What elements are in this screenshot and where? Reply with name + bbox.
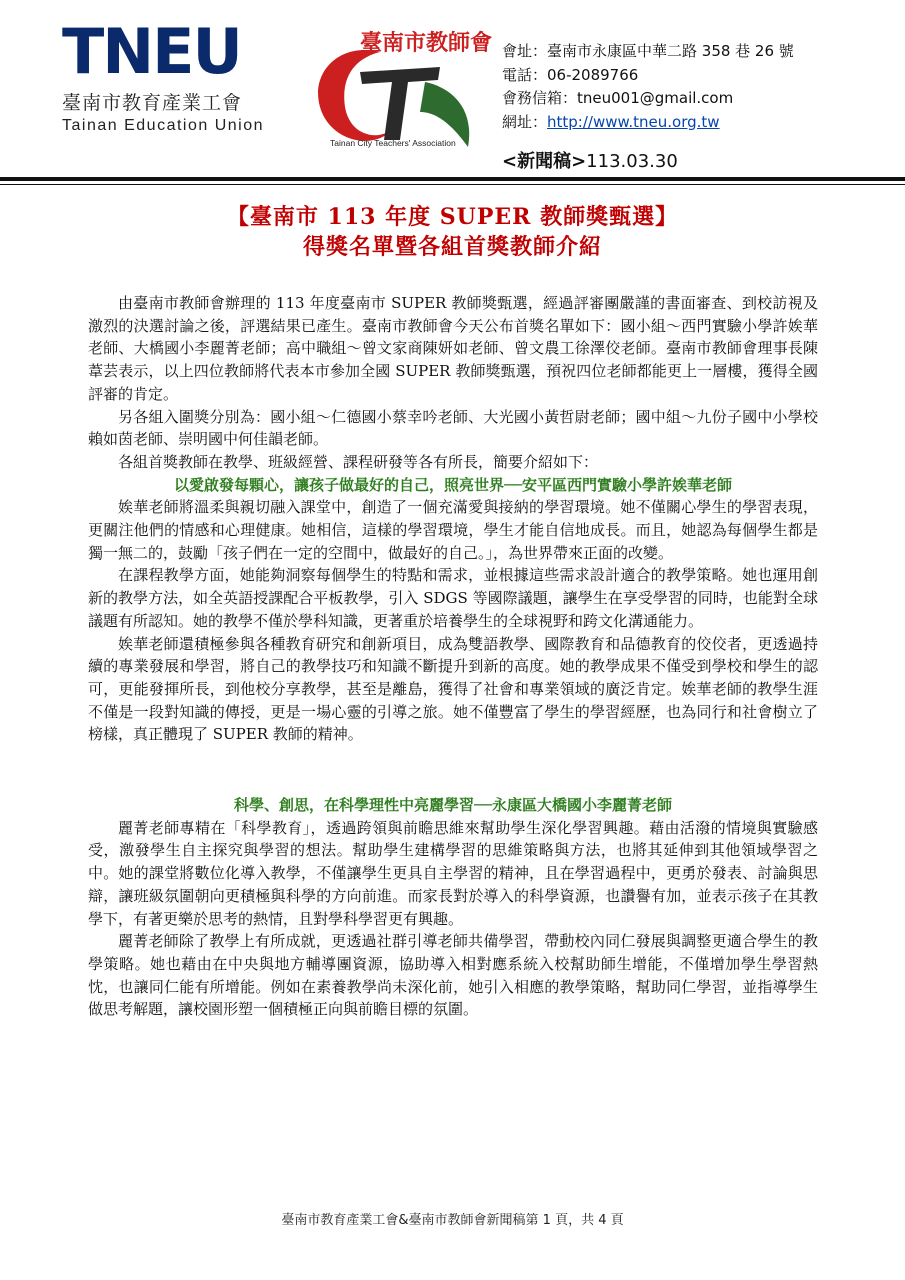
- website-label: 網址：: [502, 112, 548, 131]
- section-2-paragraph: 麗菁老師專精在「科學教育」，透過跨領與前瞻思維來幫助學生深化學習興趣。藉由活潑的情境與實驗感受，激發學生自主探究與學習的想法。幫助學生建構學習的思維策略與方法，也將其延伸到其他領域學習之中。她的課堂將數位化導入教學，不僅讓學生更具自主學習的精神，且在學習過程中，更勇於發表、討論與思辯，讓班級氛圍朝向更積極與科學的方向前進。而家長對於導入的科學資源，也讚譽有加，並表示孩子在其教學下，有著更樂於思考的熱情，且對學科學習更有興趣。: [88, 818, 818, 928]
- tneu-logo: [62, 15, 277, 135]
- assoc-logo-text: 臺南市教師會: [360, 30, 493, 56]
- title-line-2: 得獎名單暨各組首獎教師介紹: [302, 234, 602, 260]
- header-divider-thin: [0, 184, 905, 185]
- intro-paragraph: 由臺南市教師會辦理的 113 年度臺南市 SUPER 教師獎甄選，經過評審團嚴謹的書面審查、到校訪視及激烈的決選討論之後，評選結果已產生。臺南市教師會今天公布首獎名單如下：國小組～西門實驗小學許娭華老師、大橋國小李麗菁老師；高中職組～曾文家商陳妍如老師、曾文農工徐澤佼老師。臺南市教師會理事長陳葦芸表示，以上四位教師將代表本市參加全國 SUPER 教師獎甄選，預祝四位老師都能更上一層樓，獲得全國評審的肯定。: [88, 294, 818, 403]
- union-name-cn: 臺南市教育產業工會: [62, 92, 243, 114]
- section-heading-1: 以愛啟發每顆心，讓孩子做最好的自己，照亮世界──安平區西門實驗小學許娭華老師: [173, 475, 733, 494]
- section-2-paragraph: 麗菁老師除了教學上有所成就，更透過社群引導老師共備學習，帶動校內同仁發展與調整更適合學生的教學策略。她也藉由在中央與地方輔導團資源，協助導入相對應系統入校幫助師生增能，不僅增加學生學習熱忱，也讓同仁能有所增能。例如在素養教學尚未深化前，她引入相應的教學策略，幫助同仁學習，並指導學生做思考解題，讓校園形塑一個積極正向與前瞻目標的氛圍。: [88, 932, 818, 1019]
- website-line: [502, 111, 794, 135]
- tneu-logo-text: TNEU: [62, 15, 241, 88]
- section-1-paragraph: 娭華老師還積極參與各種教育研究和創新項目，成為雙語教學、國際教育和品德教育的佼佼者，更透過持續的專業發展和學習，將自己的教學技巧和知識不斷提升到新的高度。她的教學成果不僅受到學校和學生的認可，更能發揮所長，到他校分享教學，甚至是離島，獲得了社會和專業領域的廣泛肯定。娭華老師的教學生涯不僅是一段對知識的傳授，更是一場心靈的引導之旅。她不僅豐富了學生的學習經歷，也為同行和社會樹立了榜樣，真正體現了 SUPER 教師的精神。: [88, 634, 818, 744]
- page-footer: 臺南市教育產業工會&臺南市教師會新聞稿第 1 頁，共 4 頁: [281, 1213, 624, 1228]
- section-spacer: [88, 746, 818, 794]
- press-release-tag: [502, 147, 678, 173]
- section-1-paragraph: 在課程教學方面，她能夠洞察每個學生的特點和需求，並根據這些需求設計適合的教學策略。她也運用創新的教學方法，如全英語授課配合平板教學，引入 SDGS 等國際議題，讓學生在享受學習的同時，也能對全球議題有所認知。她的教學不僅於學科知識，更著重於培養學生的全球視野和跨文化溝通能力。: [88, 566, 818, 630]
- section-heading-2: 科學、創思，在科學理性中亮麗學習──永康區大橋國小李麗菁老師: [233, 796, 673, 815]
- letterhead: [0, 0, 905, 180]
- document-title: [0, 202, 905, 262]
- union-name-en: Tainan Education Union: [62, 117, 265, 134]
- release-date: 113.03.30: [586, 151, 678, 172]
- section-1-paragraph: 娭華老師將溫柔與親切融入課堂中，創造了一個充滿愛與接納的學習環境。她不僅關心學生的學習表現，更關注他們的情感和心理健康。她相信，這樣的學習環境，學生才能自信地成長。而且，她認為每個學生都是獨一無二的，鼓勵「孩子們在一定的空間中，做最好的自己。」，為世界帶來正面的改變。: [88, 498, 818, 562]
- header-divider-thick: [0, 177, 905, 181]
- contact-info: [502, 40, 794, 134]
- intro-paragraph: 各組首獎教師在教學、班級經營、課程研發等各有所長，簡要介紹如下：: [118, 452, 599, 471]
- release-label: <新聞稿>: [502, 151, 587, 172]
- address: 會址：臺南市永康區中華二路 358 巷 26 號: [502, 42, 794, 60]
- title-line-1: 【臺南市 113 年度 SUPER 教師獎甄選】: [226, 204, 679, 230]
- article-body: [88, 292, 818, 1021]
- intro-paragraph: 另各組入圍獎分別為：國小組～仁德國小蔡幸吟老師、大光國小黃哲尉老師；國中組～九份子國中小學校賴如茵老師、崇明國中何佳韻老師。: [88, 407, 818, 449]
- email: 會務信箱：tneu001@gmail.com: [502, 89, 734, 107]
- assoc-name-en: Tainan City Teachers' Association: [330, 138, 456, 148]
- phone: 電話：06-2089766: [502, 65, 639, 84]
- website-link[interactable]: http://www.tneu.org.tw: [547, 112, 720, 131]
